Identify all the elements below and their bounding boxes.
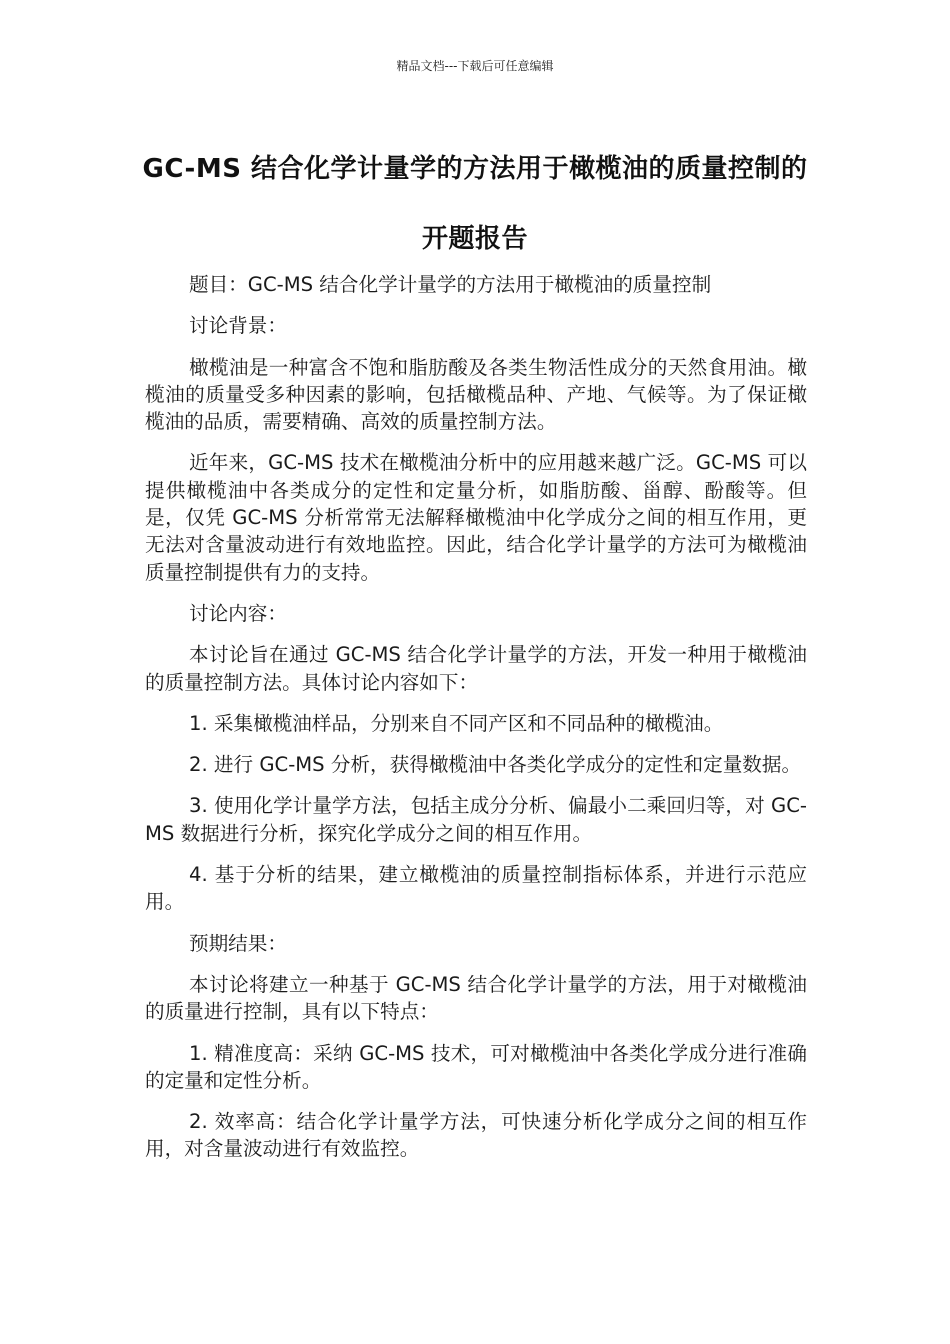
list-item-result-1: 1. 精准度高：采纳 GC-MS 技术，可对橄榄油中各类化学成分进行准确的定量和定性分析。 bbox=[145, 1041, 807, 1092]
list-item-content-4: 4. 基于分析的结果，建立橄榄油的质量控制指标体系，并进行示范应用。 bbox=[145, 863, 807, 914]
paragraph-topic: 题目：GC-MS 结合化学计量学的方法用于橄榄油的质量控制 bbox=[189, 273, 712, 296]
paragraph-content-intro: 本讨论旨在通过 GC-MS 结合化学计量学的方法，开发一种用于橄榄油的质量控制方法。具体讨论内容如下： bbox=[145, 643, 807, 694]
paragraph-results-intro: 本讨论将建立一种基于 GC-MS 结合化学计量学的方法，用于对橄榄油的质量进行控制，具有以下特点： bbox=[145, 972, 807, 1024]
list-item-result-2: 2. 效率高：结合化学计量学方法，可快速分析化学成分之间的相互作用，对含量波动进行有效监控。 bbox=[145, 1110, 807, 1161]
list-item-content-3: 3. 使用化学计量学方法，包括主成分分析、偏最小二乘回归等，对 GC-MS 数据进行分析，探究化学成分之间的相互作用。 bbox=[145, 794, 807, 845]
document-title: GC-MS 结合化学计量学的方法用于橄榄油的质量控制的开题报告 bbox=[142, 154, 808, 254]
heading-content: 讨论内容： bbox=[189, 601, 287, 625]
header-note: 精品文档---下载后可任意编辑 bbox=[396, 59, 554, 73]
paragraph-background-1: 橄榄油是一种富含不饱和脂肪酸及各类生物活性成分的天然食用油。橄榄油的质量受多种因素的影响，包括橄榄品种、产地、气候等。为了保证橄榄油的品质，需要精确、高效的质量控制方法。 bbox=[145, 355, 807, 434]
heading-expected-results: 预期结果： bbox=[189, 931, 287, 955]
document-body bbox=[145, 271, 807, 1177]
list-item-content-2: 2. 进行 GC-MS 分析，获得橄榄油中各类化学成分的定性和定量数据。 bbox=[189, 753, 802, 777]
heading-background: 讨论背景： bbox=[189, 314, 287, 338]
paragraph-background-2: 近年来，GC-MS 技术在橄榄油分析中的应用越来越广泛。GC-MS 可以提供橄榄油中各类成分的定性和定量分析，如脂肪酸、甾醇、酚酸等。但是，仅凭 GC-MS 分析常常无法解释橄榄油中化学成分之间的相互作用，更无法对含量波动进行有效地监控。因此，结合化学计量学的方法可为橄榄油质量控制提供有力的支持。 bbox=[145, 451, 807, 584]
list-item-content-1: 1. 采集橄榄油样品，分别来自不同产区和不同品种的橄榄油。 bbox=[189, 711, 724, 735]
